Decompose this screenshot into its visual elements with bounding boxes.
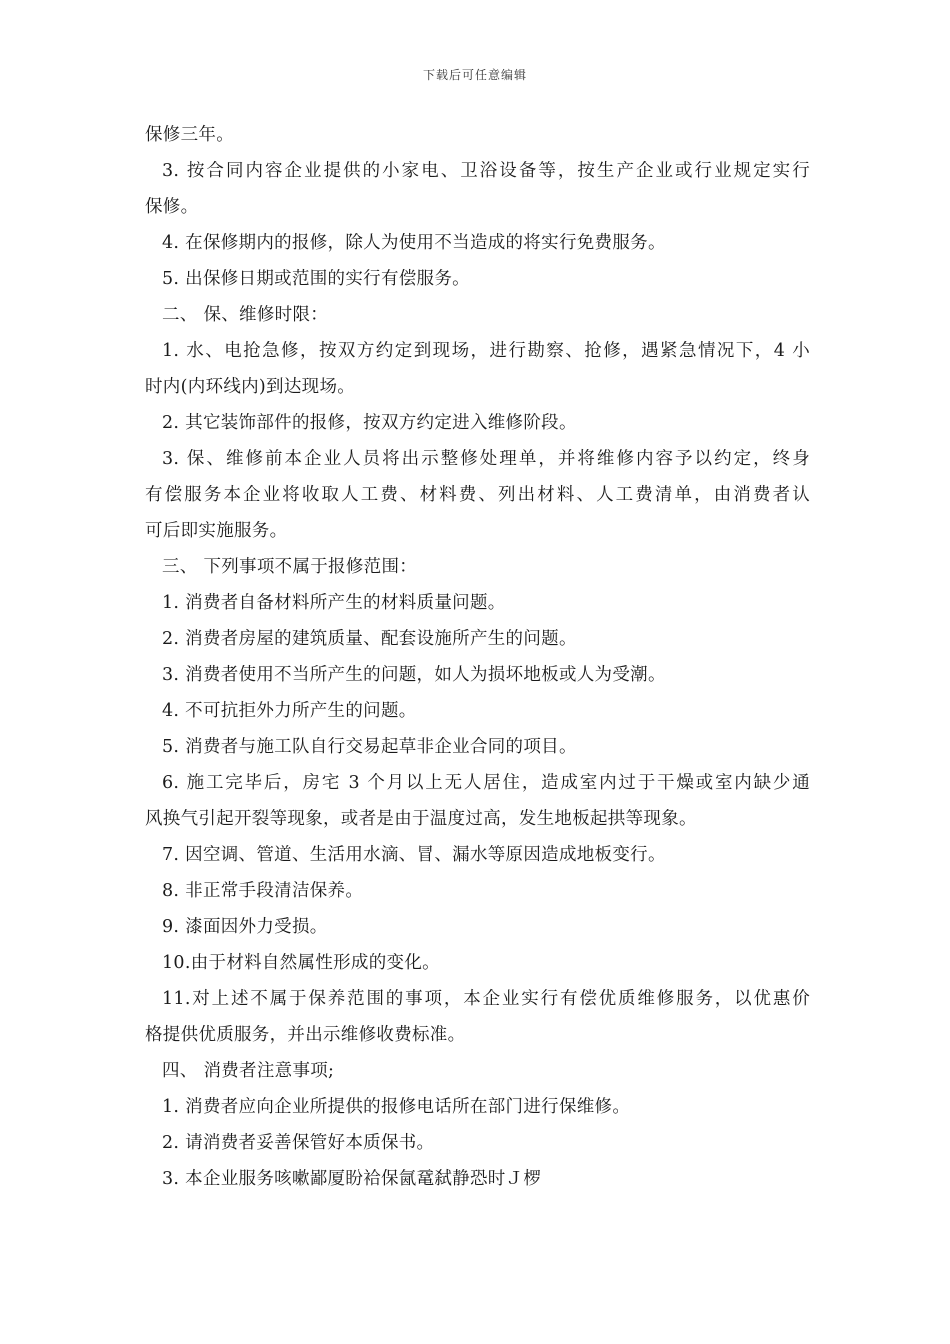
text-line: 可后即实施服务。 (145, 521, 288, 541)
text-line: 三、 下列事项不属于报修范围： (162, 557, 418, 577)
text-line: 4. 不可抗拒外力所产生的问题。 (162, 701, 417, 721)
text-line: 四、 消费者注意事项; (162, 1061, 335, 1081)
text-line: 保修。 (145, 197, 199, 217)
text-line: 2. 请消费者妥善保管好本质保书。 (162, 1133, 435, 1153)
text-line: 4. 在保修期内的报修，除人为使用不当造成的将实行免费服务。 (162, 233, 666, 253)
text-line: 有偿服务本企业将收取人工费、材料费、列出材料、人工费清单，由消费者认 (145, 485, 810, 505)
text-line: 风换气引起开裂等现象，或者是由于温度过高，发生地板起拱等现象。 (145, 809, 697, 829)
text-line: 3. 本企业服务咳嗽鄙厦盼袷保氤鼋弑静恐时Ｊ椤 (162, 1169, 542, 1189)
text-line: 10.由于材料自然属性形成的变化。 (162, 953, 440, 973)
text-line: 2. 其它装饰部件的报修，按双方约定进入维修阶段。 (162, 413, 577, 433)
text-line: 3. 保、维修前本企业人员将出示整修处理单，并将维修内容予以约定，终身 (162, 449, 810, 469)
document-body (145, 117, 810, 1197)
text-line: 1. 水、电抢急修，按双方约定到现场，进行勘察、抢修，遇紧急情况下，4 小 (162, 341, 810, 361)
text-line: 11.对上述不属于保养范围的事项，本企业实行有偿优质维修服务，以优惠价 (162, 989, 810, 1009)
text-line: 二、 保、维修时限： (162, 305, 329, 325)
text-line: 格提供优质服务，并出示维修收费标准。 (145, 1025, 466, 1045)
text-line: 5. 出保修日期或范围的实行有偿服务。 (162, 269, 470, 289)
text-line: 8. 非正常手段清洁保养。 (162, 881, 364, 901)
text-line: 保修三年。 (145, 125, 234, 145)
text-line: 9. 漆面因外力受损。 (162, 917, 328, 937)
text-line: 7. 因空调、管道、生活用水滴、冒、漏水等原因造成地板变行。 (162, 845, 666, 865)
text-line: 时内(内环线内)到达现场。 (145, 377, 356, 397)
text-line: 1. 消费者自备材料所产生的材料质量问题。 (162, 593, 506, 613)
text-line: 5. 消费者与施工队自行交易起草非企业合同的项目。 (162, 737, 577, 757)
text-line: 1. 消费者应向企业所提供的报修电话所在部门进行保维修。 (162, 1097, 631, 1117)
text-line: 2. 消费者房屋的建筑质量、配套设施所产生的问题。 (162, 629, 577, 649)
text-line: 6. 施工完毕后，房宅 3 个月以上无人居住，造成室内过于干燥或室内缺少通 (162, 773, 810, 793)
text-line: 3. 消费者使用不当所产生的问题，如人为损坏地板或人为受潮。 (162, 665, 666, 685)
text-line: 3. 按合同内容企业提供的小家电、卫浴设备等，按生产企业或行业规定实行 (162, 161, 810, 181)
page-header: 下载后可任意编辑 (422, 68, 527, 82)
